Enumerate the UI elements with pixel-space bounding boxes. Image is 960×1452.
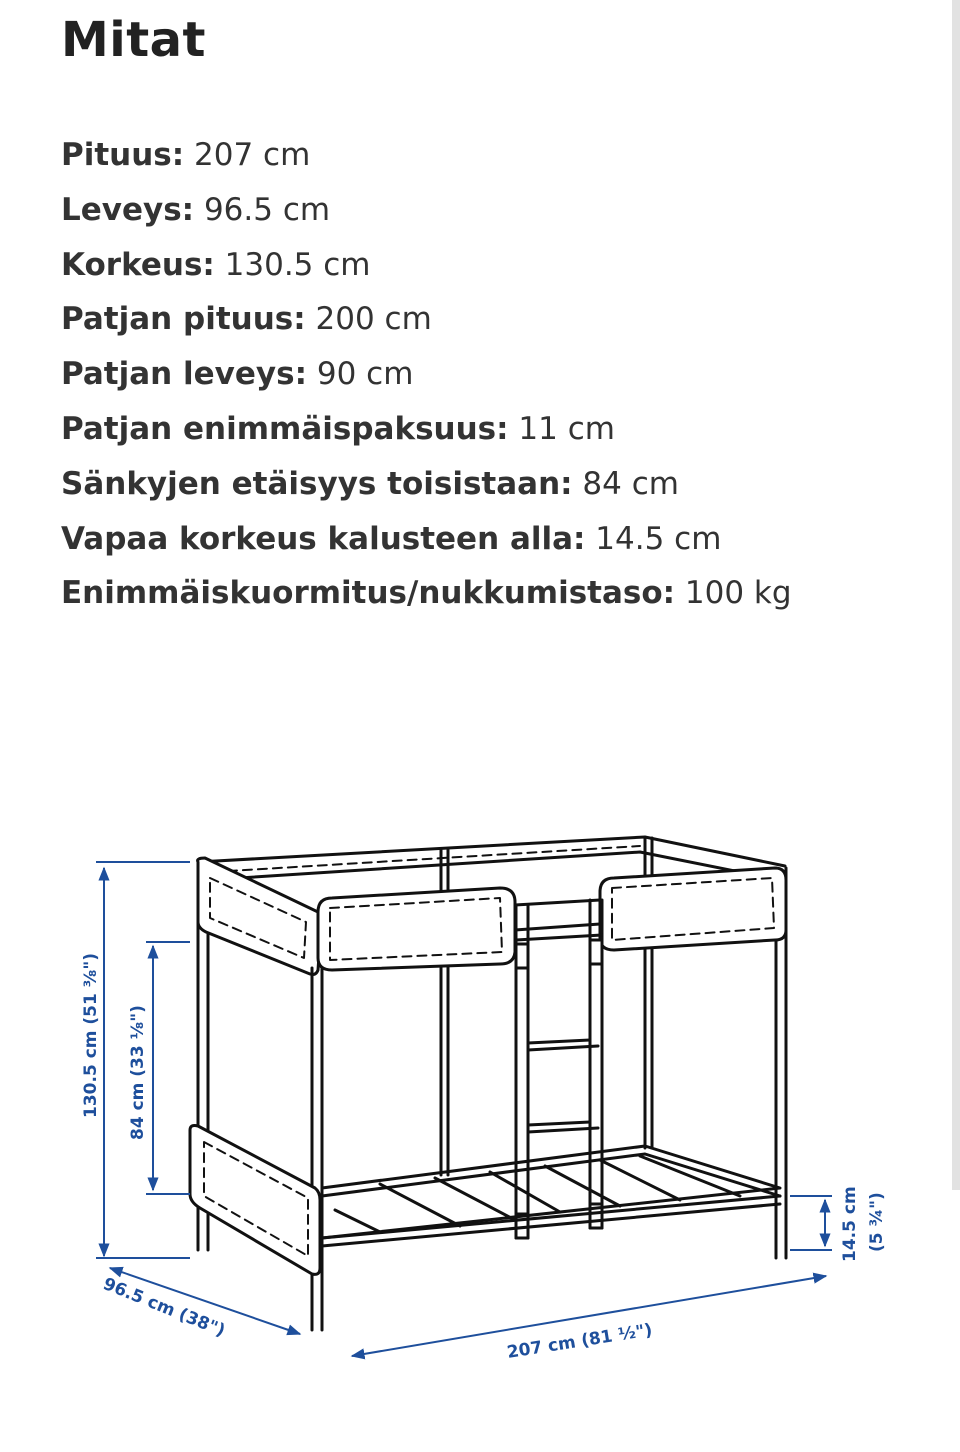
clearance-inch-dimension-label: (5 ¾") bbox=[867, 1192, 887, 1252]
spec-value: 100 kg bbox=[684, 575, 792, 612]
spec-value: 84 cm bbox=[582, 465, 679, 502]
spec-value: 200 cm bbox=[315, 301, 432, 338]
spec-mattress-length bbox=[61, 292, 792, 347]
clearance-dimension-label: 14.5 cm bbox=[840, 1186, 860, 1262]
spec-mattress-width bbox=[61, 347, 792, 402]
spec-width bbox=[61, 183, 792, 238]
spec-bed-distance bbox=[61, 457, 792, 512]
height-dimension-label: 130.5 cm (51 ⅜") bbox=[81, 953, 101, 1118]
spec-label: Enimmäiskuormitus/nukkumistaso: bbox=[61, 575, 676, 612]
spec-mattress-max-thickness bbox=[61, 402, 792, 457]
bed-gap-dimension-label: 84 cm (33 ⅛") bbox=[128, 1005, 148, 1140]
width-dimension-label: 96.5 cm (38") bbox=[100, 1274, 228, 1342]
spec-value: 96.5 cm bbox=[203, 191, 331, 228]
spec-label: Patjan leveys: bbox=[61, 356, 307, 393]
dimensions-list bbox=[61, 128, 792, 621]
length-dimension-label: 207 cm (81 ½") bbox=[505, 1320, 654, 1363]
spec-label: Leveys: bbox=[61, 191, 195, 228]
spec-length bbox=[61, 128, 792, 183]
bunk-bed-illustration bbox=[190, 837, 786, 1330]
bunk-bed-dimension-diagram bbox=[0, 820, 960, 1380]
spec-value: 11 cm bbox=[518, 410, 615, 447]
spec-height bbox=[61, 238, 792, 293]
spec-label: Sänkyjen etäisyys toisistaan: bbox=[61, 465, 573, 502]
spec-label: Korkeus: bbox=[61, 246, 215, 283]
spec-value: 130.5 cm bbox=[224, 246, 371, 283]
spec-value: 207 cm bbox=[194, 137, 311, 173]
spec-label: Patjan enimmäispaksuus: bbox=[61, 410, 509, 447]
spec-value: 90 cm bbox=[316, 356, 414, 393]
spec-value: 14.5 cm bbox=[595, 520, 722, 557]
spec-clearance bbox=[61, 512, 792, 567]
page-title: Mitat bbox=[61, 12, 206, 68]
spec-label: Vapaa korkeus kalusteen alla: bbox=[61, 520, 586, 557]
spec-label: Patjan pituus: bbox=[61, 301, 306, 338]
spec-label: Pituus: bbox=[61, 137, 185, 173]
spec-max-load bbox=[61, 566, 792, 621]
